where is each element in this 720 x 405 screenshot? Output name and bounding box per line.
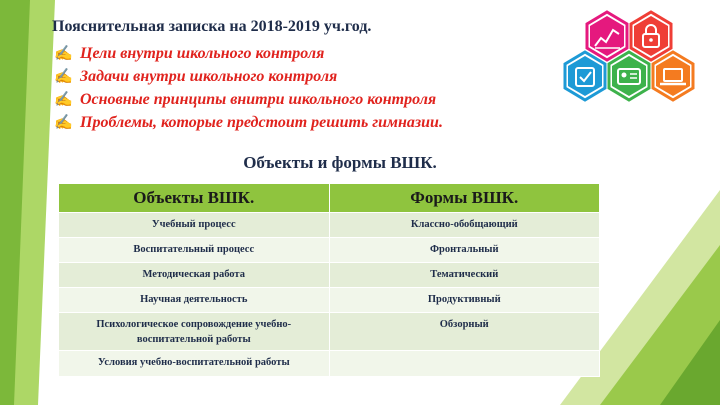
bullet-item (54, 65, 443, 88)
table-cell: Учебный процесс (59, 213, 330, 238)
table-cell: Продуктивный (329, 288, 600, 313)
bullet-text: Задачи внутри школьного контроля (80, 67, 338, 85)
table-row (59, 263, 600, 288)
table-cell: Методическая работа (59, 263, 330, 288)
chart-icon (587, 12, 627, 60)
column-header-forms: Формы ВШК. (329, 184, 600, 213)
table-cell (329, 351, 600, 377)
table-cell: Обзорный (329, 313, 600, 351)
table-cell: Фронтальный (329, 238, 600, 263)
table-cell: Воспитательный процесс (59, 238, 330, 263)
section-subtitle: Объекты и формы ВШК. (243, 153, 437, 172)
column-header-objects: Объекты ВШК. (59, 184, 330, 213)
writing-hand-icon: ✍ (54, 92, 73, 108)
table-row (59, 213, 600, 238)
objects-forms-table (58, 183, 600, 377)
page-title: Пояснительная записка на 2018-2019 уч.год. (52, 18, 372, 35)
table-cell: Условия учебно-воспитательной работы (59, 351, 330, 377)
table-cell: Психологическое сопровождение учебно-воспитательной работы (59, 313, 330, 351)
bullet-text: Основные принципы внитри школьного контроля (80, 90, 437, 108)
table-row (59, 313, 600, 351)
table-row (59, 238, 600, 263)
table-header-row (59, 184, 600, 213)
id-card-icon (609, 52, 649, 100)
laptop-icon (653, 52, 693, 100)
bullet-item (54, 42, 443, 65)
writing-hand-icon: ✍ (54, 115, 73, 131)
bullet-text: Проблемы, которые предстоит решить гимназии. (80, 113, 443, 131)
checklist-icon (565, 52, 605, 100)
table-row (59, 351, 600, 377)
table-cell: Классно-обобщающий (329, 213, 600, 238)
hexagon-logo (545, 8, 705, 138)
bullet-text: Цели внутри школьного контроля (80, 44, 325, 62)
table-row (59, 288, 600, 313)
writing-hand-icon: ✍ (54, 69, 73, 85)
bullet-item (54, 111, 443, 134)
lock-icon (631, 12, 671, 60)
table-cell: Научная деятельность (59, 288, 330, 313)
writing-hand-icon: ✍ (54, 46, 73, 62)
bullet-item (54, 88, 443, 111)
bullet-list (54, 42, 443, 134)
table-cell: Тематический (329, 263, 600, 288)
